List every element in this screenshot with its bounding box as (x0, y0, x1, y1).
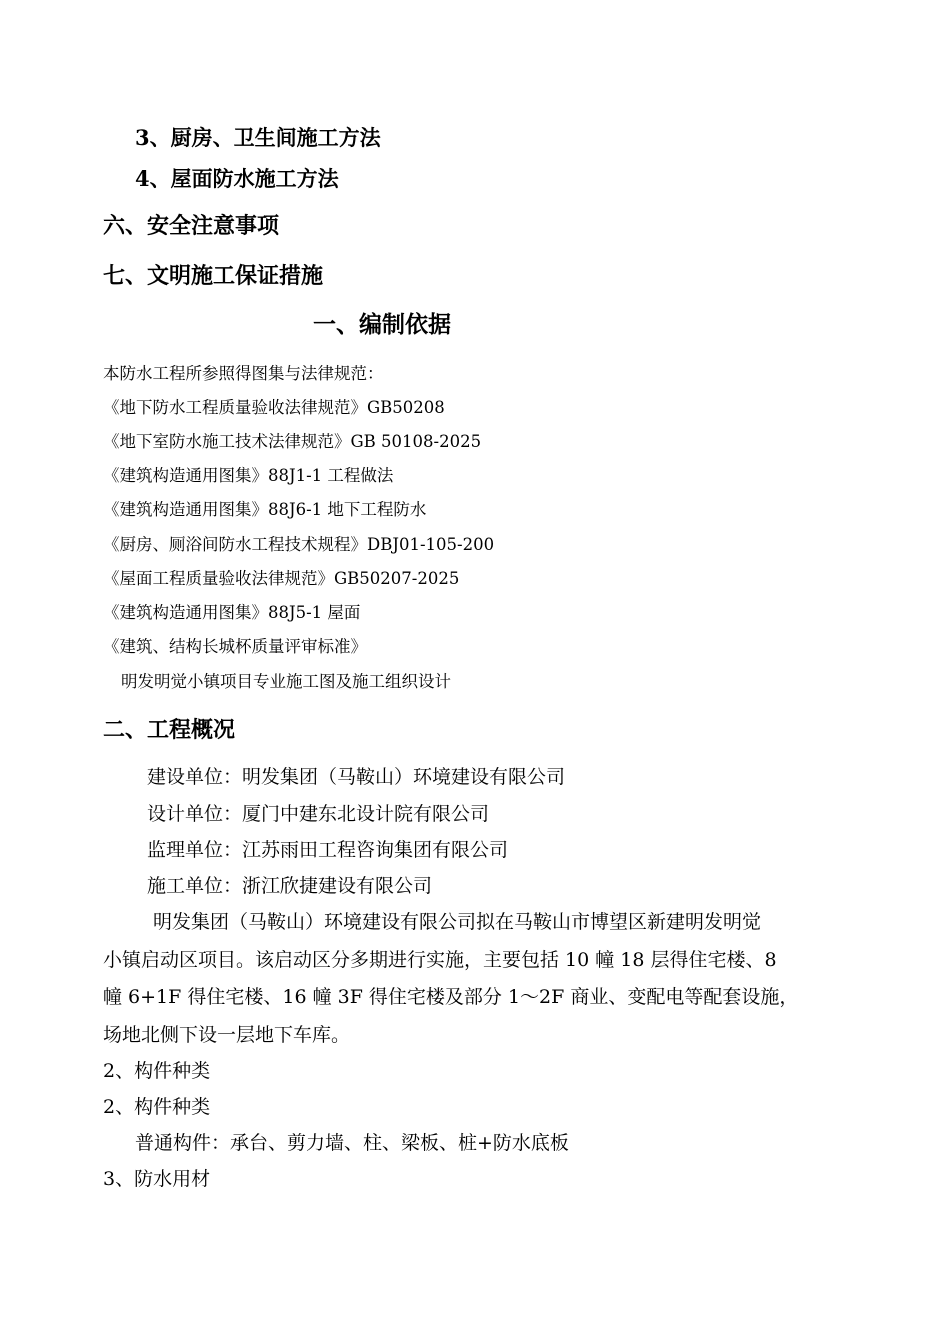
design-unit: 设计单位：厦门中建东北设计院有限公司 (147, 803, 490, 825)
reference-item: 《屋面工程质量验收法律规范》GB50207-2025 (103, 569, 460, 588)
references-intro: 本防水工程所参照得图集与法律规范： (103, 364, 384, 383)
reference-item: 《建筑构造通用图集》88J1-1 工程做法 (103, 466, 394, 485)
reference-item: 《建筑、结构长城杯质量评审标准》 (103, 637, 367, 656)
project-description-line: 幢 6+1F 得住宅楼、16 幢 3F 得住宅楼及部分 1～2F 商业、变配电等配套设施， (103, 986, 799, 1008)
project-description-line: 明发集团（马鞍山）环境建设有限公司拟在马鞍山市博望区新建明发明觉 (153, 911, 762, 933)
reference-item: 《建筑构造通用图集》88J6-1 地下工程防水 (103, 500, 427, 519)
project-description-line: 场地北侧下设一层地下车库。 (103, 1024, 351, 1046)
reference-item: 明发明觉小镇项目专业施工图及施工组织设计 (121, 672, 451, 691)
section-2-title: 二、工程概况 (103, 717, 236, 743)
reference-item: 《厨房、厕浴间防水工程技术规程》DBJ01-105-200 (103, 535, 495, 554)
reference-item: 《建筑构造通用图集》88J5-1 屋面 (103, 603, 361, 622)
supervision-unit: 监理单位：江苏雨田工程咨询集团有限公司 (147, 839, 509, 861)
construction-unit: 建设单位：明发集团（马鞍山）环境建设有限公司 (147, 766, 566, 788)
section-1-title: 一、编制依据 (313, 311, 451, 338)
contractor-unit: 施工单位：浙江欣捷建设有限公司 (147, 875, 433, 897)
components-list: 普通构件：承台、剪力墙、柱、梁板、桩+防水底板 (135, 1132, 569, 1154)
toc-item-3: 3、厨房、卫生间施工方法 (135, 125, 381, 150)
project-description-line: 小镇启动区项目。该启动区分多期进行实施，主要包括 10 幢 18 层得住宅楼、8 (103, 949, 777, 971)
subheading-waterproof-materials: 3、防水用材 (103, 1168, 211, 1190)
toc-section-7: 七、文明施工保证措施 (103, 263, 324, 289)
reference-item: 《地下防水工程质量验收法律规范》GB50208 (103, 398, 445, 417)
toc-item-4: 4、屋面防水施工方法 (135, 166, 339, 191)
subheading-component-types: 2、构件种类 (103, 1096, 211, 1118)
toc-section-6: 六、安全注意事项 (103, 213, 280, 239)
reference-item: 《地下室防水施工技术法律规范》GB 50108-2025 (103, 432, 482, 451)
subheading-component-types: 2、构件种类 (103, 1060, 211, 1082)
